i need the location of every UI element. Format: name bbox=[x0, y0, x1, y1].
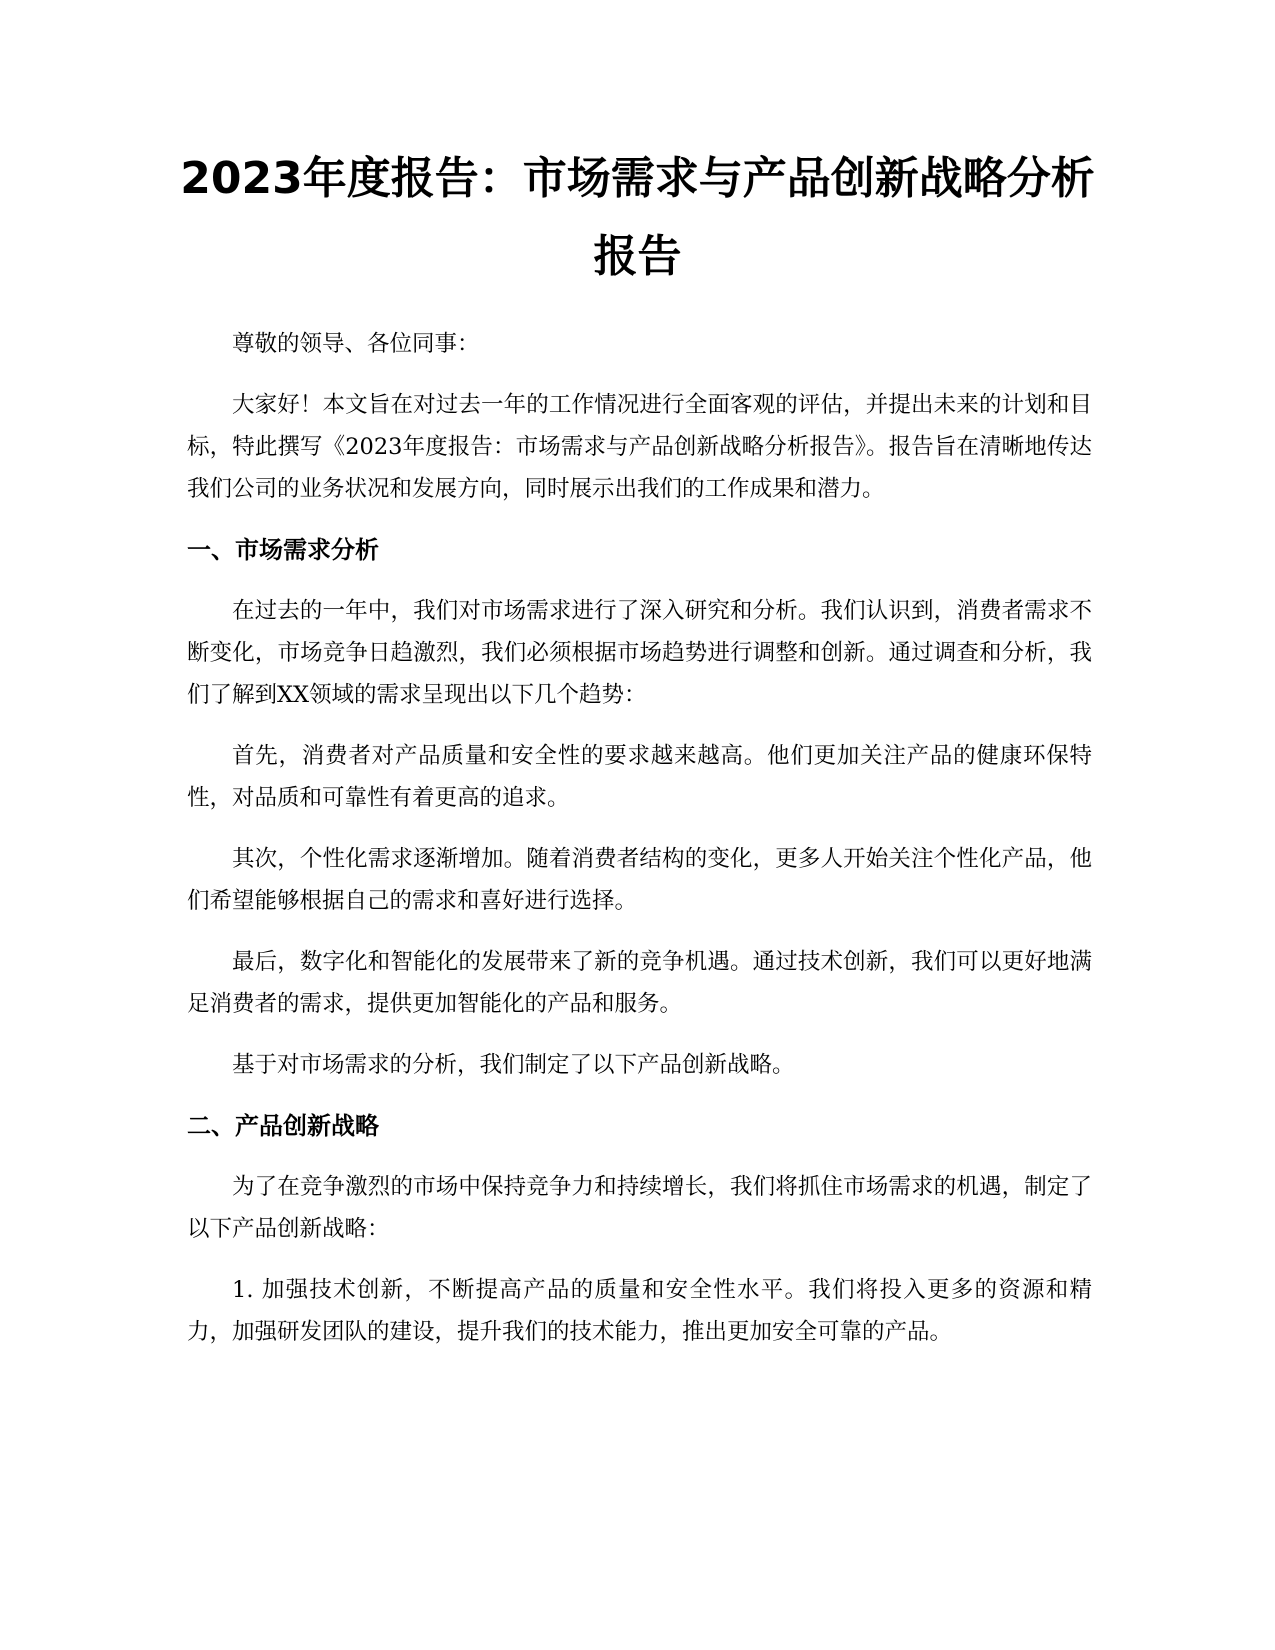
numbered-paragraph: 1. 加强技术创新，不断提高产品的质量和安全性水平。我们将投入更多的资源和精力，加强研发团队的建设，提升我们的技术能力，推出更加安全可靠的产品。 bbox=[187, 1277, 1092, 1345]
body-paragraph: 首先，消费者对产品质量和安全性的要求越来越高。他们更加关注产品的健康环保特性，对品质和可靠性有着更高的追求。 bbox=[187, 743, 1092, 811]
section-heading-product-innovation: 二、产品创新战略 bbox=[187, 1112, 379, 1140]
body-paragraph: 为了在竞争激烈的市场中保持竞争力和持续增长，我们将抓住市场需求的机遇，制定了以下产品创新战略： bbox=[187, 1174, 1092, 1242]
salutation-paragraph: 尊敬的领导、各位同事： bbox=[232, 331, 480, 357]
body-paragraph: 最后，数字化和智能化的发展带来了新的竞争机遇。通过技术创新，我们可以更好地满足消费者的需求，提供更加智能化的产品和服务。 bbox=[187, 949, 1092, 1017]
intro-paragraph: 大家好！本文旨在对过去一年的工作情况进行全面客观的评估，并提出未来的计划和目标，特此撰写《2023年度报告：市场需求与产品创新战略分析报告》。报告旨在清晰地传达我们公司的业务状况和发展方向，同时展示出我们的工作成果和潜力。 bbox=[187, 392, 1092, 502]
body-paragraph: 其次，个性化需求逐渐增加。随着消费者结构的变化，更多人开始关注个性化产品，他们希望能够根据自己的需求和喜好进行选择。 bbox=[187, 846, 1092, 914]
document-body bbox=[187, 323, 1092, 1372]
body-paragraph: 基于对市场需求的分析，我们制定了以下产品创新战略。 bbox=[232, 1052, 795, 1078]
body-paragraph: 在过去的一年中，我们对市场需求进行了深入研究和分析。我们认识到，消费者需求不断变化，市场竞争日趋激烈，我们必须根据市场趋势进行调整和创新。通过调查和分析，我们了解到XX领域的需求呈现出以下几个趋势： bbox=[187, 598, 1092, 708]
document-title: 2023年度报告：市场需求与产品创新战略分析报告 bbox=[180, 153, 1095, 282]
section-heading-market-demand: 一、市场需求分析 bbox=[187, 536, 379, 564]
